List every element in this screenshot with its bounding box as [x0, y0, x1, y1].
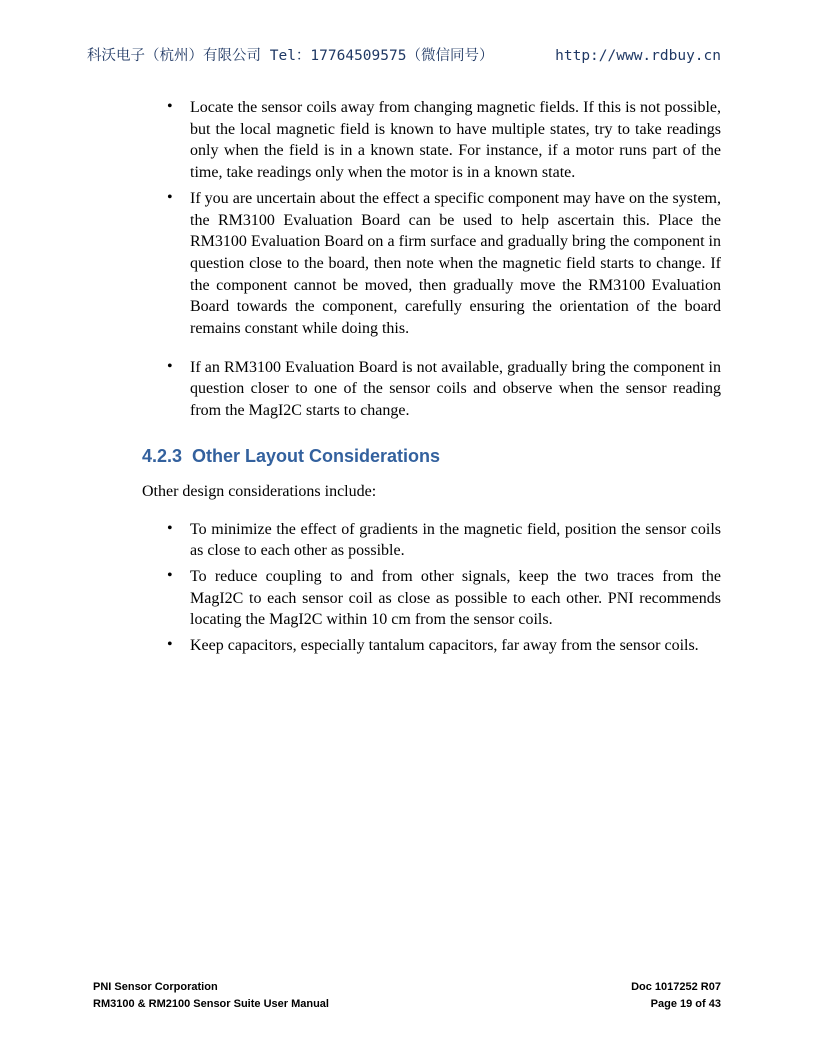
section-heading: [142, 446, 721, 467]
page-header: [87, 46, 721, 66]
page-footer: [93, 979, 721, 1013]
list-item: • To reduce coupling to and from other signals, keep the two traces from the MagI2C to each sensor coil as close as possible to each other. PNI recommends locating the MagI2C within 10 cm from the sensor coils.: [142, 566, 721, 631]
list-item: • To minimize the effect of gradients in the magnetic field, position the sensor coils as close to each other as possible.: [142, 519, 721, 562]
list-item: • If you are uncertain about the effect a specific component may have on the system, the RM3100 Evaluation Board can be used to help ascertain this. Place the RM3100 Evaluation Board on a firm surface and gradually bring the component in question close to the board, then note when the magnetic field starts to change. If the component cannot be moved, then gradually move the RM3100 Evaluation Board towards the component, carefully ensuring the orientation of the board remains constant while doing this.: [142, 188, 721, 340]
list-item: • Keep capacitors, especially tantalum capacitors, far away from the sensor coils.: [142, 635, 721, 657]
intro-paragraph: Other design considerations include:: [142, 482, 377, 500]
footer-manual-title: RM3100 & RM2100 Sensor Suite User Manual: [93, 998, 329, 1010]
section-title: Other Layout Considerations: [192, 445, 441, 466]
header-company-line: 科沃电子（杭州）有限公司 Tel：17764509575（微信同号）: [87, 48, 494, 64]
bullet-list-magnetic-guidelines: [142, 97, 721, 422]
footer-doc-number: Doc 1017252 R07: [631, 981, 721, 993]
footer-page-number: Page 19 of 43: [650, 998, 721, 1010]
footer-right: [631, 979, 721, 1013]
list-item: • If an RM3100 Evaluation Board is not available, gradually bring the component in question closer to one of the sensor coils and observe when the sensor reading from the MagI2C starts to change.: [142, 357, 721, 422]
list-item: • Locate the sensor coils away from changing magnetic fields. If this is not possible, but the local magnetic field is known to have multiple states, try to take readings only when the field is in a known state. For instance, if a motor runs part of the time, take readings only when the motor is in a known state.: [142, 97, 721, 184]
bullet-list-design-considerations: [142, 519, 721, 657]
footer-left: [93, 979, 329, 1013]
header-url: http://www.rdbuy.cn: [555, 48, 721, 64]
section-number: 4.2.3: [142, 445, 183, 466]
page-body: [142, 97, 721, 661]
footer-company: PNI Sensor Corporation: [93, 981, 218, 993]
